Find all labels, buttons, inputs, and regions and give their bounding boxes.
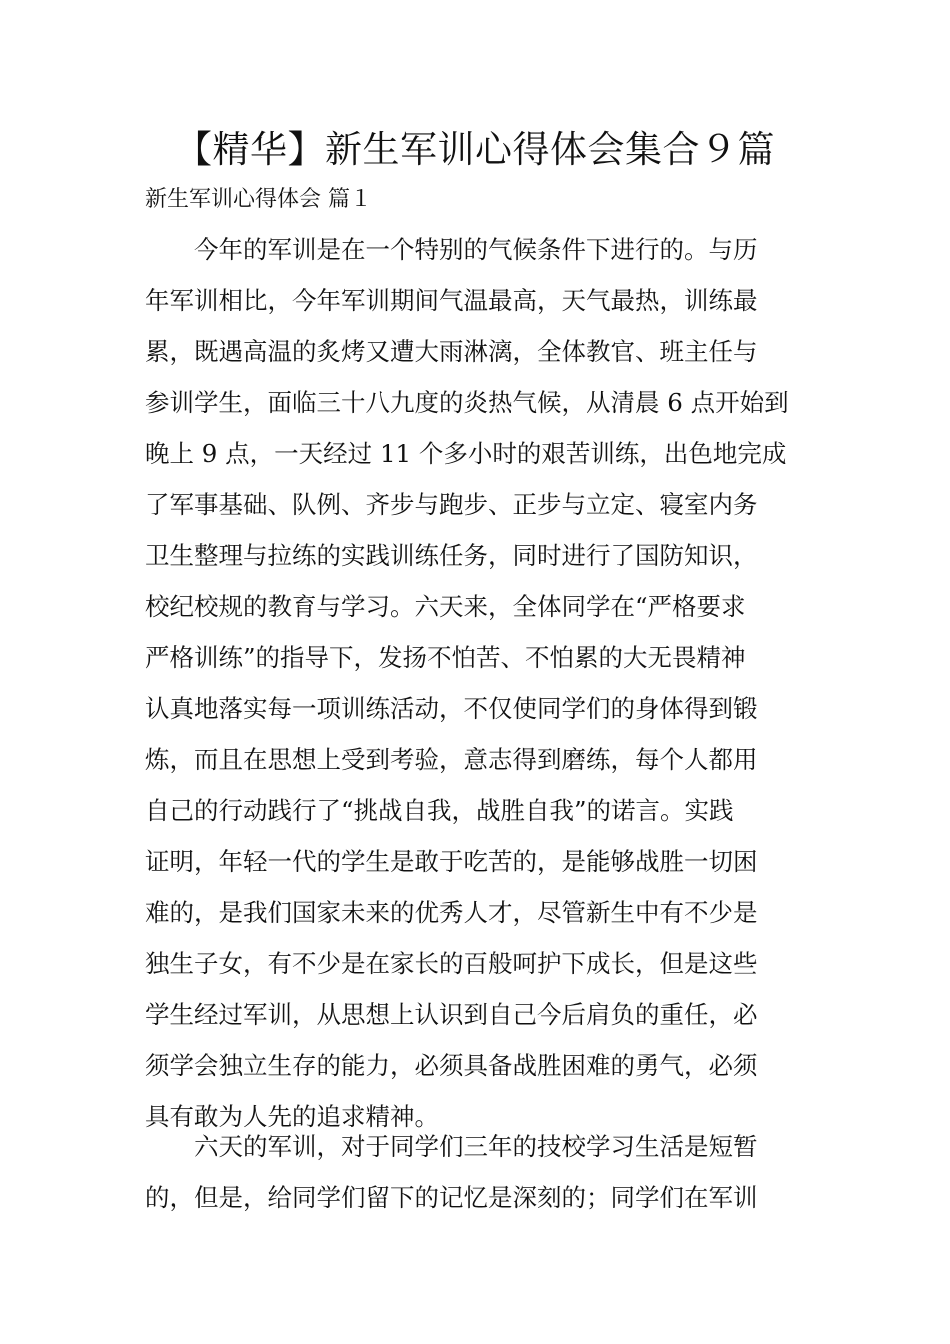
paragraph-2 <box>145 1121 805 1223</box>
paragraph-line: 晚上 9 点，一天经过 11 个多小时的艰苦训练，出色地完成 <box>145 439 787 468</box>
paragraph-line: 六天的军训，对于同学们三年的技校学习生活是短暂 <box>194 1132 758 1161</box>
paragraph-line: 自己的行动践行了“挑战自我，战胜自我”的诺言。实践 <box>145 796 734 825</box>
paragraph-line: 学生经过军训，从思想上认识到自己今后肩负的重任，必 <box>145 1000 758 1029</box>
paragraph-line: 累，既遇高温的炙烤又遭大雨淋漓，全体教官、班主任与 <box>145 337 758 366</box>
paragraph-line: 卫生整理与拉练的实践训练任务，同时进行了国防知识， <box>145 541 758 570</box>
paragraph-line: 具有敢为人先的追求精神。 <box>145 1102 439 1131</box>
paragraph-line: 难的，是我们国家未来的优秀人才，尽管新生中有不少是 <box>145 898 758 927</box>
paragraph-1 <box>145 224 805 1142</box>
paragraph-line: 今年的军训是在一个特别的气候条件下进行的。与历 <box>194 235 758 264</box>
paragraph-line: 校纪校规的教育与学习。六天来，全体同学在“严格要求 <box>145 592 746 621</box>
paragraph-line: 参训学生，面临三十八九度的炎热气候，从清晨 6 点开始到 <box>145 388 789 417</box>
document-title: 【精华】新生军训心得体会集合９篇 <box>175 128 775 171</box>
paragraph-line: 严格训练”的指导下，发扬不怕苦、不怕累的大无畏精神 <box>145 643 746 672</box>
paragraph-line: 认真地落实每一项训练活动，不仅使同学们的身体得到锻 <box>145 694 758 723</box>
section-heading: 新生军训心得体会 篇１ <box>145 187 372 212</box>
paragraph-line: 须学会独立生存的能力，必须具备战胜困难的勇气，必须 <box>145 1051 758 1080</box>
paragraph-line: 年军训相比，今年军训期间气温最高，天气最热，训练最 <box>145 286 758 315</box>
paragraph-line: 了军事基础、队例、齐步与跑步、正步与立定、寝室内务 <box>145 490 758 519</box>
paragraph-line: 证明，年轻一代的学生是敢于吃苦的，是能够战胜一切困 <box>145 847 758 876</box>
paragraph-line: 的，但是，给同学们留下的记忆是深刻的；同学们在军训 <box>145 1183 758 1212</box>
paragraph-line: 独生子女，有不少是在家长的百般呵护下成长，但是这些 <box>145 949 758 978</box>
paragraph-line: 炼，而且在思想上受到考验，意志得到磨练，每个人都用 <box>145 745 758 774</box>
